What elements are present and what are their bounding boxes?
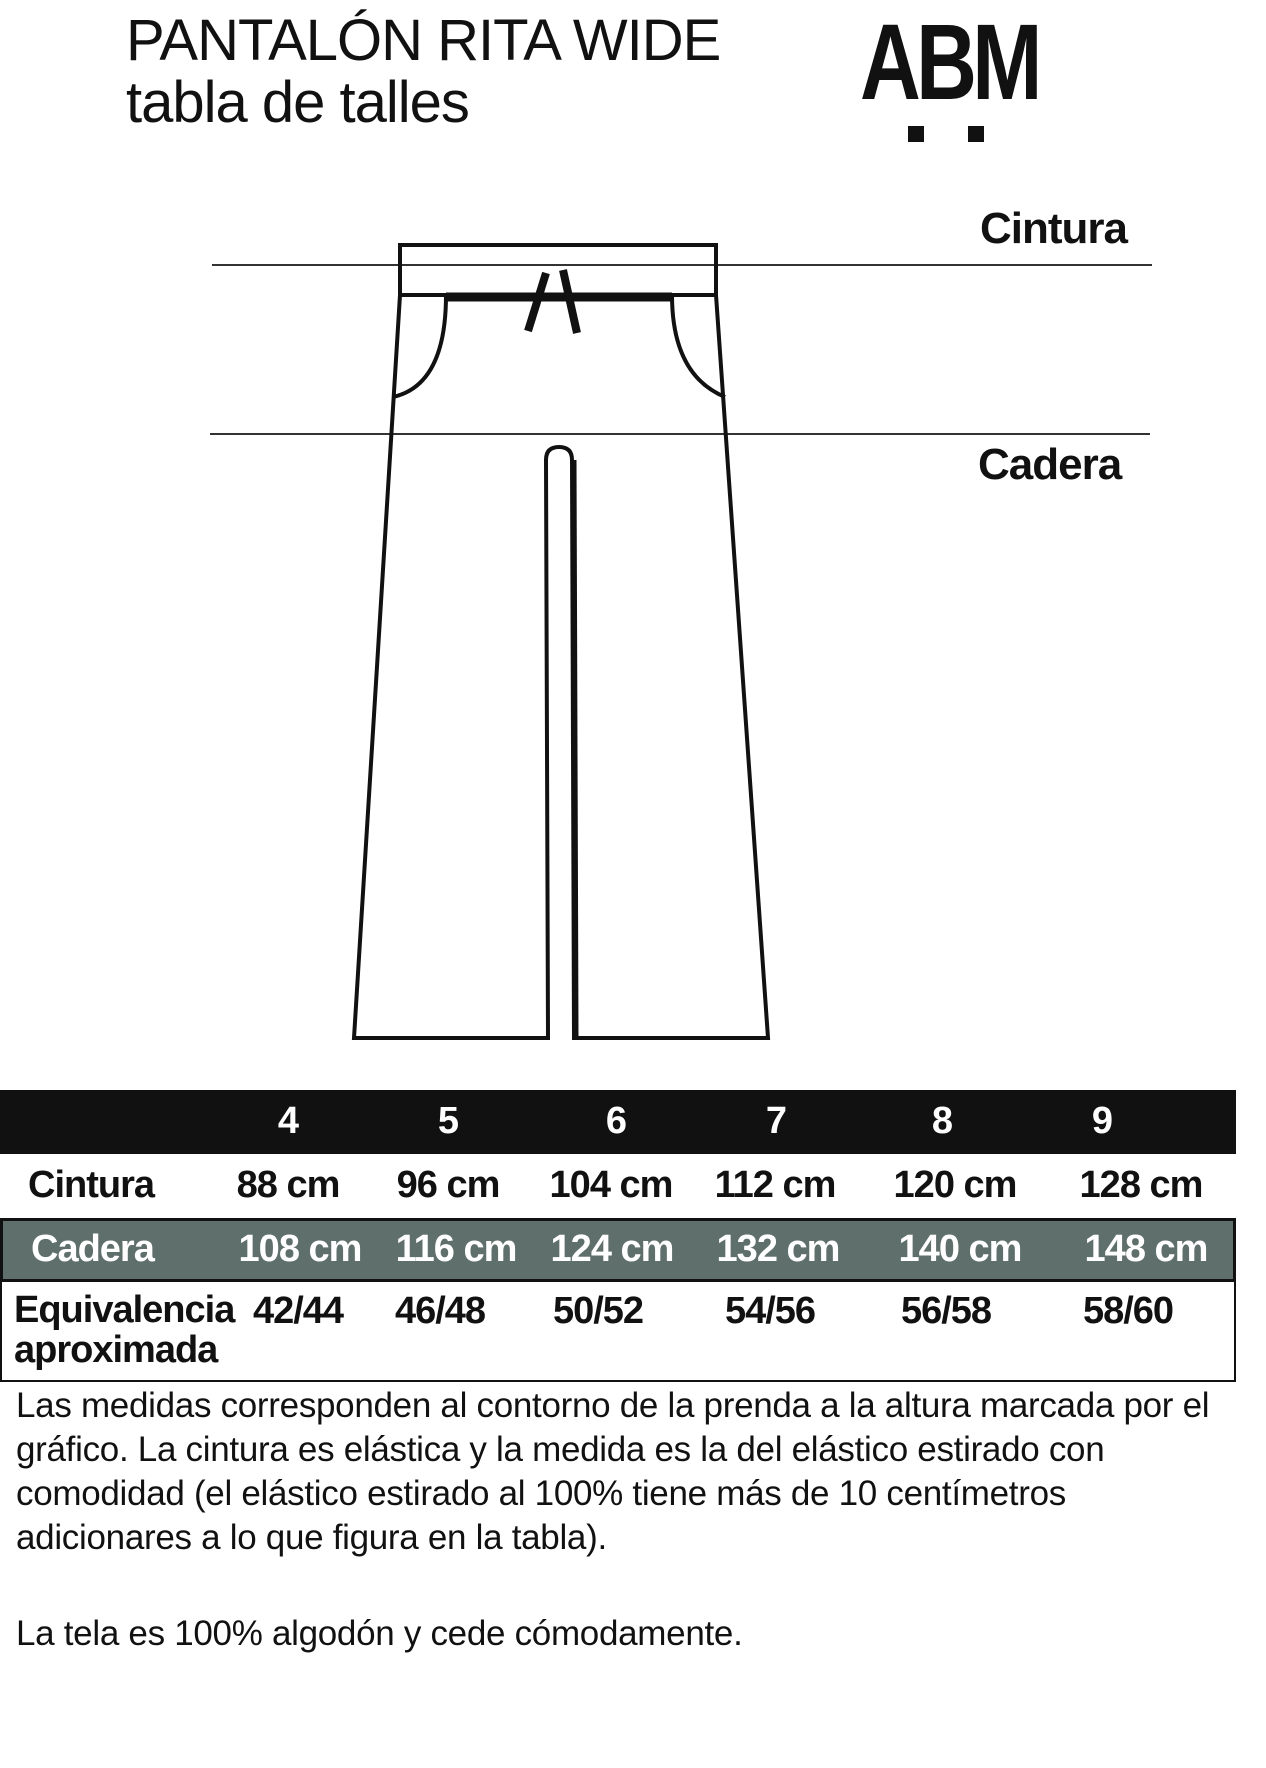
crotch — [546, 447, 572, 460]
waist-value: 112 cm — [714, 1164, 836, 1206]
size-header: 9 — [1091, 1100, 1113, 1142]
waistband — [400, 245, 716, 295]
waist-value: 96 cm — [396, 1164, 500, 1206]
waist-value: 88 cm — [236, 1164, 340, 1206]
size-header: 8 — [931, 1100, 953, 1142]
hip-value: 124 cm — [550, 1228, 674, 1270]
hip-value: 108 cm — [238, 1228, 362, 1270]
hip-row-label: Cadera — [31, 1228, 154, 1270]
equivalence-value: 58/60 — [1082, 1290, 1174, 1332]
pants-outline — [354, 245, 768, 1038]
waist-value: 120 cm — [893, 1164, 1017, 1206]
hip-label: Cadera — [978, 440, 1122, 489]
waist-row — [0, 1154, 1236, 1218]
equivalence-value: 50/52 — [552, 1290, 644, 1332]
fabric-note: La tela es 100% algodón y cede cómodamente. — [16, 1614, 743, 1653]
center-seam — [574, 460, 576, 1036]
size-header: 5 — [437, 1100, 459, 1142]
equivalence-row — [0, 1282, 1236, 1382]
equivalence-label-line2: aproximada — [14, 1329, 218, 1371]
equivalence-value: 54/56 — [724, 1290, 816, 1332]
equivalence-value: 56/58 — [900, 1290, 992, 1332]
measurement-note: Las medidas corresponden al contorno de la prenda a la altura marcada por el gráfico. La cintura es elástica y la medida es la del elástico estirado con comodidad (el elástico estirado al 100% tiene más de 10 centímetros adicionares a lo que figura en la tabla). — [16, 1386, 1210, 1557]
hip-value: 116 cm — [395, 1228, 517, 1270]
product-name: PANTALÓN RITA WIDE — [126, 8, 721, 73]
size-header: 7 — [765, 1100, 787, 1142]
equivalence-label-line1: Equivalencia — [14, 1289, 235, 1331]
equivalence-value: 46/48 — [394, 1290, 486, 1332]
waist-label: Cintura — [980, 204, 1127, 253]
size-header-row — [0, 1090, 1236, 1154]
hip-value: 140 cm — [898, 1228, 1022, 1270]
page-subtitle: tabla de talles — [126, 70, 469, 135]
waist-value: 128 cm — [1079, 1164, 1203, 1206]
size-header: 6 — [605, 1100, 627, 1142]
logo-text: ABM — [860, 1, 1038, 122]
waist-value: 104 cm — [549, 1164, 673, 1206]
equivalence-row-label — [14, 1290, 234, 1370]
waist-row-label: Cintura — [28, 1164, 154, 1206]
right-leg — [572, 295, 768, 1038]
equivalence-value: 42/44 — [252, 1290, 344, 1332]
hip-value: 148 cm — [1084, 1228, 1208, 1270]
left-leg — [354, 295, 548, 1038]
size-header: 4 — [277, 1100, 299, 1142]
hip-value: 132 cm — [716, 1228, 840, 1270]
hip-row — [0, 1218, 1236, 1282]
